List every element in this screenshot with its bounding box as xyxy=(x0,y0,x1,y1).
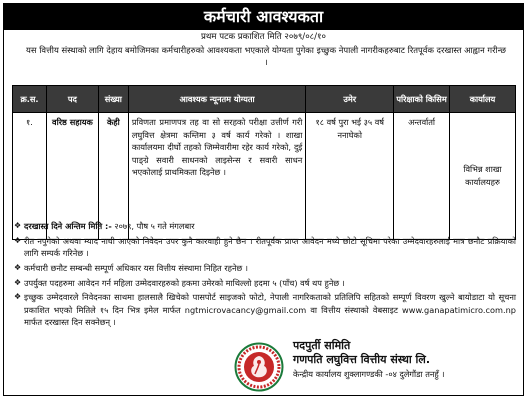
bullet-icon: ❖ xyxy=(14,221,22,230)
col-header-post: पद xyxy=(46,86,98,113)
col-header-count: संख्या xyxy=(98,86,128,113)
cell-sn: १. xyxy=(13,113,47,240)
note-item xyxy=(12,277,516,289)
note-text: इच्छुक उम्मेदवारले निवेदनका साथमा हालसालै खिचेको पासपोर्ट साइजको फोटो, नेपाली नागरिकताको प्रतिलिपि सहितको सम्पूर्ण विवरण खुल्ने बायोडाटा यो सूचना प्रकाशित भएको मितिले १५ दिन भित्र इमेल मार्फत ngtmicrovacancy@gmail.com वा वित्तीय संस्थाको वेबसाइट www.ganapatimicro.com.np मार्फत दरखास्त दिन सक्नेछन् । xyxy=(24,292,516,328)
office-address: केन्द्रीय कार्यालय शुक्लागण्डकी -०४ दुलेगौंडा तनहुँ । xyxy=(293,369,445,379)
published-date: प्रथम पटक प्रकाशित मिति २०७९/०८/१० xyxy=(201,32,326,42)
deadline-value: २०७९, पौष ५ गते मंगलबार xyxy=(114,221,195,231)
cell-post: वरिष्ठ सहायक xyxy=(46,113,98,240)
col-header-qualification: आवश्यक न्यूनतम योग्यता xyxy=(128,86,306,113)
note-item xyxy=(12,291,516,328)
col-header-age: उमेर xyxy=(306,86,394,113)
table-header-row xyxy=(13,86,516,113)
bullet-icon: ❖ xyxy=(14,277,22,287)
col-header-office: कार्यालय xyxy=(450,86,516,113)
organization-logo xyxy=(234,342,284,392)
deadline-label: दरखास्त दिने अन्तिम मिति :- xyxy=(24,221,112,231)
committee-name: पदपुर्ती समिति xyxy=(293,339,351,352)
note-text: कर्मचारी छनौट सम्बन्धी सम्पूर्ण अधिकार यस वित्तीय संस्थामा निहित रहनेछ । xyxy=(24,262,248,273)
intro-paragraph: यस वित्तीय संस्थाको लागि देहाय बमोजिमका कर्मचारीहरुको आवश्यकता भएकाले योग्यता पुगेका इच्छुक नेपाली नागरीकहरुबाट रितपूर्वक दरखास्त आह्वान गरीन्छ । xyxy=(26,45,506,67)
col-header-exam: परिक्षाको किसिम xyxy=(394,86,450,113)
notice-title: कर्मचारी आवश्यकता xyxy=(4,4,523,30)
requirements-table xyxy=(12,85,516,240)
signature-block xyxy=(293,339,513,381)
bullet-icon: ❖ xyxy=(14,292,22,302)
cell-count: केही xyxy=(98,113,128,240)
bullet-icon: ❖ xyxy=(14,235,22,245)
note-text: रीत नपुगेको अथवा म्याद नाघी आएको निवेदन उपर कुनै कारवाही हुने छैन । रीतपूर्वक प्राप्त आवेदन मध्ये छोटो सूचिमा परेका उम्मेदवारहरुलाई मात्र छनौट प्रक्रियाको लागि सम्पर्क गरिनेछ । xyxy=(24,235,516,259)
organization-name: गणपति लघुवित्त वित्तीय संस्था लि. xyxy=(293,353,431,366)
note-item xyxy=(12,235,516,260)
note-item xyxy=(12,262,516,274)
notes-list xyxy=(12,220,516,331)
col-header-sn: क्र.स. xyxy=(13,86,47,113)
bullet-icon: ❖ xyxy=(14,262,22,272)
vacancy-notice xyxy=(3,3,524,396)
cell-exam: अन्तर्वार्ता xyxy=(394,113,450,240)
note-text: उपर्युक्त पदहरुमा आवेदन गर्न महिला उम्मेदवारहरुको हकमा उमेरको माथिल्लो हदमा ५ (पाँच) वर्ष थप हुनेछ । xyxy=(24,277,345,288)
cell-age: १८ वर्ष पुरा भई ३५ वर्ष ननाघेको xyxy=(306,113,394,240)
cell-office: विभिन्न शाखा कार्यालयहरु xyxy=(450,113,516,240)
cell-qualification: प्रविणता प्रमाणपत्र तह वा सो सरहको परीक्षा उत्तीर्ण गरी लघुवित्त क्षेत्रमा कम्तिमा ३ वर्ष कार्य गरेको । शाखा कार्यालयमा दीर्घो तहको जिम्मेवारीमा रहेर कार्य गरेको, दुई पाङ्ग्रे सवारी साधनको लाइसेन्स र सवारी साधन भएकोलाई प्राथमिकता दिइनेछ । xyxy=(128,113,306,240)
note-deadline xyxy=(12,220,516,232)
